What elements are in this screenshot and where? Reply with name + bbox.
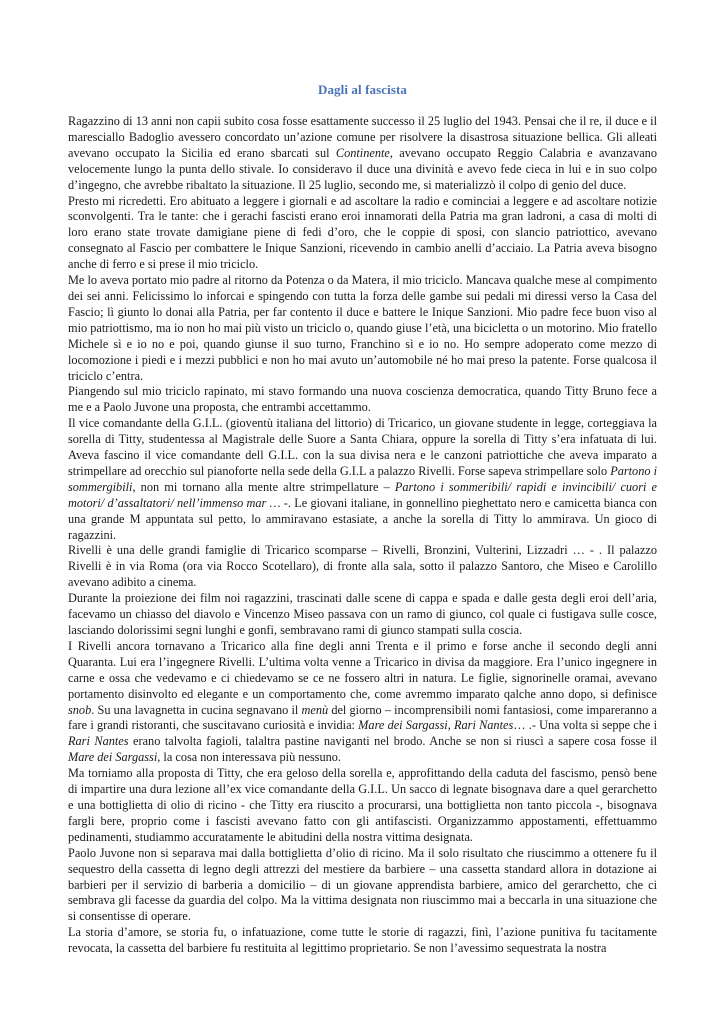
text-run: , non mi tornano alla mente altre strimpellature – (132, 479, 395, 494)
text-run: Me lo aveva portato mio padre al ritorno da Potenza o da Matera, il mio triciclo. Mancava qualche mese al compimento dei sei anni. Felicissimo lo inforcai e spingendo con tutta la forza delle gambe sui pedali mi diressi verso la Casa del Fascio; lì giunto lo donai alla Patria, per far contento il duce e battere le Inique Sanzioni. Mio padre fece buon viso al mio patriottismo, ma io non ho mai più visto un triciclo o, quando giuse l’età, una bicicletta o un motorino. Mio fratello Michele sì e io no e poi, quando giunse il suo turno, Franchino sì e io no. Ho sempre adoperato come mezzo di locomozione i piedi e i mezzi pubblici e non ho mai avuto un’automobile né ho mai preso la patente. Forse qualcosa il triciclo c’entra. (68, 273, 657, 383)
body-paragraph (68, 846, 657, 926)
italic-text-run: Rari Nantes (68, 734, 129, 749)
text-run: , la cosa non interessava più nessuno. (157, 750, 341, 765)
body-paragraph (68, 273, 657, 384)
text-run: La storia d’amore, se storia fu, o infatuazione, come tutte le storie di ragazzi, finì, l’azione punitiva fu tacitamente revocata, la cassetta del barbiere fu restituita al legittimo proprietario. Se non l’avessimo sequestrata la nostra (68, 925, 657, 956)
text-run: erano talvolta fagioli, talaltra pastine naviganti nel brodo. Anche se non si riuscì a sapere cosa fosse il (128, 734, 657, 749)
body-paragraph (68, 591, 657, 639)
text-run: Il vice comandante della G.I.L. (gioventù italiana del littorio) di Tricarico, un giovane studente in legge, corteggiava la sorella di Titty, studentessa al Magistrale delle Suore a Santa Chiara, oppure la sorella di Titty s’era infatuata di lui. Aveva fascino il vice comandante dell G.I.L. con la sua divisa nera e le canzoni patriottiche che aveva imparato a strimpellare ad orecchio sul pianoforte nella sede della G.I.L a palazzo Rivelli. Forse sapeva strimpellare solo (68, 416, 657, 478)
body-paragraph (68, 925, 657, 957)
body-paragraph (68, 639, 657, 766)
italic-text-run: snob (68, 702, 92, 717)
italic-text-run: menù (301, 702, 329, 717)
italic-text-run: Mare dei Sargassi, Rari Nantes (358, 718, 514, 733)
text-run: Paolo Juvone non si separava mai dalla bottiglietta d’olio di ricino. Ma il solo risultato che riuscimmo a ottenere fu il sequestro della cassetta di legno degli attrezzi del mestiere da barbiere – una cassetta standard allora in dotazione ai barbieri per il servizio di barberia a domicilio – di un giovane apprendista barbiere, amico del gerarchetto, che ci sembrava gli facesse da guardia del colpo. Ma la vittima designata non riuscimmo mai a beccarla in una situazione che si consentisse di operare. (68, 845, 657, 924)
text-run: Rivelli è una delle grandi famiglie di Tricarico scomparse – Rivelli, Bronzini, Vulterini, Lizzadri … - . Il palazzo Rivelli è in via Roma (ora via Rocco Scotellaro), di fronte alla sala, sotto il palazzo Santoro, che Miseo e Carolillo avevano adibito a cinema. (68, 543, 657, 590)
italic-text-run: Continente (335, 145, 390, 160)
document-title: Dagli al fascista (317, 82, 408, 97)
text-run: Piangendo sul mio triciclo rapinato, mi stavo formando una nuova coscienza democratica, quando Titty Bruno fece a me e a Paolo Juvone una proposta, che entrambi accettammo. (68, 384, 657, 415)
body-paragraph (68, 543, 657, 591)
body-paragraph (68, 384, 657, 416)
italic-text-run: Partono i sommeribili/ rapidi e invincibili/ cuori e motori/ d’assaltatori/ nell’immenso mar … - (68, 479, 658, 510)
text-run: Ragazzino di 13 anni non capii subito cosa fosse esattamente successo il 25 luglio del 1943. Pensai che il re, il duce e il maresciallo Badoglio avessero concordato un’azione comune per risolvere la disastrosa situazione bellica. Gli alleati avevano occupato la Sicilia ed erano sbarcati sul (68, 114, 657, 160)
italic-text-run: Mare dei Sargassi (68, 750, 158, 765)
body-paragraph (68, 194, 657, 274)
body-paragraph (68, 416, 657, 543)
text-run: Durante la proiezione dei film noi ragazzini, trascinati dalle scene di cappa e spada e dalle gesta degli eroi dell’aria, facevamo un chiasso del diavolo e Vincenzo Miseo passava con un ramo di giunco, col quale ci fustigava sulle cosce, lasciando dolorissimi segni lunghi e gonfi, sembravano rami di giunco stampati sulla coscia. (68, 591, 657, 637)
text-run: Ma torniamo alla proposta di Titty, che era geloso della sorella e, approfittando della caduta del fascismo, pensò bene di impartire una dura lezione all’ex vice comandante della G.I.L. Un sacco di legnate bisognava dare a quel gerarchetto e una bottiglietta di olio di ricino - che Titty era riuscito a procurarsi, una bottiglietta non tanto piccola -, bisognava fargli bere, proprio come i fascisti avevano fatto con gli antifascisti. Organizzammo appostamenti, effettuammo pedinamenti, studiammo accuratamente le abitudini della nostra vittima designata. (68, 766, 657, 844)
body-paragraph (68, 114, 657, 194)
text-run: Presto mi ricredetti. Ero abituato a leggere i giornali e ad ascoltare la radio e cominciai a leggere e ad ascoltare notizie sconvolgenti. Tra le tante: che i gerachi fascisti erano eroi innamorati della Patria ma gran ladroni, a casa di molti di loro erano state trovate damigiane piene di fedi d’oro, che le coppie di sposi, con slancio patriottico, avevano consegnato al Fascio per combattere le Inique Sanzioni, ricevendo in cambio anelli d’acciaio. La Patria aveva bisogno anche di ferro e si prese il mio triciclo. (68, 193, 657, 272)
text-run: . Su una lavagnetta in cucina segnavano il (91, 702, 302, 717)
document-body (68, 114, 657, 957)
text-run: del giorno – incomprensibili nomi fantasiosi, come impareranno a fare i grandi ristoranti, che suscitavano curiosità e invidia: (68, 702, 657, 733)
text-run: … .- Una volta si seppe che i (513, 718, 657, 733)
text-run: . Le giovani italiane, in gonnellino pieghettato nero e camicetta bianca con una grande M appuntata sul petto, lo ammiravano estasiate, a anche la sorella di Titty lo ammirava. Un gioco di ragazzini. (68, 495, 657, 542)
italic-text-run: Partono i sommergibili (68, 463, 657, 494)
text-run: I Rivelli ancora tornavano a Tricarico alla fine degli anni Trenta e il primo e forse anche il secondo degli anni Quaranta. Lui era l’ingegnere Rivelli. L’ultima volta venne a Tricarico in divisa da maggiore. Era l’unico ingegnere in carne e ossa che vedevamo e ci chiedevamo se ce ne fossero altri in natura. Le figlie, signorinelle oramai, avevano portamento disinvolto ed elegante e un comportamento che, come avremmo imparato qalche anno dopo, si definisce (68, 638, 657, 701)
text-run: , avevano occupato Reggio Calabria e avanzavano velocemente lungo la punta dello stivale. Io consideravo il duce una divinità e avevo fede cieca in lui e in suo colpo d’ingegno, che avrebbe ribaltato la situazione. Il 25 luglio, secondo me, si materializzò il colpo di genio del duce. (68, 145, 657, 192)
body-paragraph (68, 766, 657, 846)
